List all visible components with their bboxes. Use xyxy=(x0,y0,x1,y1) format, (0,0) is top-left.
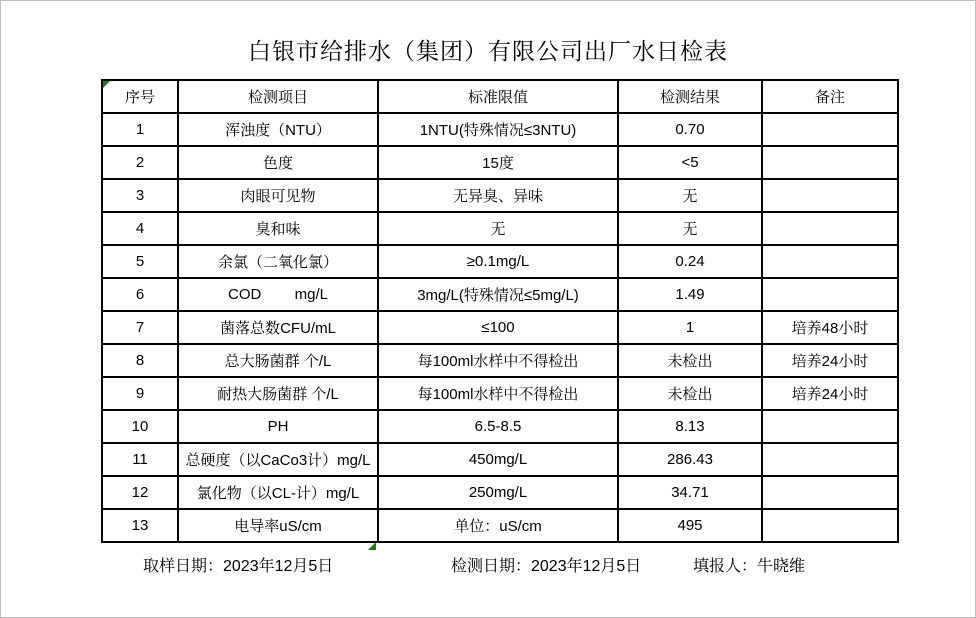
cell-result: 无 xyxy=(618,212,762,245)
cell-limit: 1NTU(特殊情况≤3NTU) xyxy=(378,113,618,146)
cell-limit: 3mg/L(特殊情况≤5mg/L) xyxy=(378,278,618,311)
cell-remark xyxy=(762,443,898,476)
cell-limit: 250mg/L xyxy=(378,476,618,509)
inspection-table-wrap xyxy=(101,79,899,543)
cell-remark xyxy=(762,410,898,443)
cell-no: 4 xyxy=(102,212,178,245)
table-row xyxy=(102,509,898,542)
cell-remark: 培养48小时 xyxy=(762,311,898,344)
header-remark: 备注 xyxy=(762,80,898,113)
header-result: 检测结果 xyxy=(618,80,762,113)
cell-no: 1 xyxy=(102,113,178,146)
cell-remark xyxy=(762,212,898,245)
cell-limit: 无异臭、异味 xyxy=(378,179,618,212)
cell-no: 13 xyxy=(102,509,178,542)
cell-limit: 6.5-8.5 xyxy=(378,410,618,443)
cell-item: PH xyxy=(178,410,378,443)
header-limit: 标准限值 xyxy=(378,80,618,113)
cell-no: 6 xyxy=(102,278,178,311)
cell-no: 8 xyxy=(102,344,178,377)
page-title: 白银市给排水（集团）有限公司出厂水日检表 xyxy=(248,38,728,64)
cell-remark: 培养24小时 xyxy=(762,344,898,377)
test-date-text: 检测日期：2023年12月5日 xyxy=(451,558,642,575)
cell-remark: 培养24小时 xyxy=(762,377,898,410)
table-row xyxy=(102,476,898,509)
excel-cell-error-triangle-icon xyxy=(103,81,110,88)
cell-no: 11 xyxy=(102,443,178,476)
footer xyxy=(101,553,901,577)
cell-result: 未检出 xyxy=(618,377,762,410)
cell-limit: 每100ml水样中不得检出 xyxy=(378,344,618,377)
header-item: 检测项目 xyxy=(178,80,378,113)
table-row xyxy=(102,377,898,410)
cell-remark xyxy=(762,245,898,278)
cell-limit: ≤100 xyxy=(378,311,618,344)
table-row xyxy=(102,410,898,443)
cell-result: 1 xyxy=(618,311,762,344)
cell-no: 3 xyxy=(102,179,178,212)
table-row xyxy=(102,278,898,311)
cell-no: 5 xyxy=(102,245,178,278)
excel-fill-triangle-icon xyxy=(368,542,376,550)
table-row xyxy=(102,311,898,344)
cell-limit: ≥0.1mg/L xyxy=(378,245,618,278)
cell-result: 0.70 xyxy=(618,113,762,146)
cell-item: COD mg/L xyxy=(178,278,378,311)
cell-limit: 15度 xyxy=(378,146,618,179)
cell-remark xyxy=(762,278,898,311)
cell-limit: 单位：uS/cm xyxy=(378,509,618,542)
table-body xyxy=(102,113,898,542)
sample-date-text: 取样日期：2023年12月5日 xyxy=(143,558,334,575)
table-row xyxy=(102,113,898,146)
cell-remark xyxy=(762,113,898,146)
cell-item: 浑浊度（NTU） xyxy=(178,113,378,146)
cell-no: 12 xyxy=(102,476,178,509)
cell-no: 9 xyxy=(102,377,178,410)
table-row xyxy=(102,344,898,377)
cell-result: 无 xyxy=(618,179,762,212)
cell-result: 286.43 xyxy=(618,443,762,476)
cell-limit: 无 xyxy=(378,212,618,245)
cell-result: 1.49 xyxy=(618,278,762,311)
cell-item: 色度 xyxy=(178,146,378,179)
table-header-row xyxy=(102,80,898,113)
table-row xyxy=(102,245,898,278)
table-row xyxy=(102,443,898,476)
cell-no: 2 xyxy=(102,146,178,179)
cell-result: 未检出 xyxy=(618,344,762,377)
cell-no: 10 xyxy=(102,410,178,443)
cell-remark xyxy=(762,509,898,542)
cell-item: 余氯（二氧化氯） xyxy=(178,245,378,278)
cell-item: 肉眼可见物 xyxy=(178,179,378,212)
cell-limit: 每100ml水样中不得检出 xyxy=(378,377,618,410)
table-row xyxy=(102,212,898,245)
cell-remark xyxy=(762,146,898,179)
cell-item: 总硬度（以CaCo3计）mg/L xyxy=(178,443,378,476)
cell-result: 34.71 xyxy=(618,476,762,509)
reporter-text: 填报人：牛晓维 xyxy=(693,558,806,575)
cell-no: 7 xyxy=(102,311,178,344)
cell-item: 耐热大肠菌群 个/L xyxy=(178,377,378,410)
cell-result: 495 xyxy=(618,509,762,542)
cell-result: <5 xyxy=(618,146,762,179)
cell-limit: 450mg/L xyxy=(378,443,618,476)
inspection-table xyxy=(101,79,899,543)
cell-item: 总大肠菌群 个/L xyxy=(178,344,378,377)
cell-item: 臭和味 xyxy=(178,212,378,245)
table-row xyxy=(102,146,898,179)
cell-item: 电导率uS/cm xyxy=(178,509,378,542)
header-no: 序号 xyxy=(102,80,178,113)
cell-item: 氯化物（以CL-计）mg/L xyxy=(178,476,378,509)
cell-item: 菌落总数CFU/mL xyxy=(178,311,378,344)
table-row xyxy=(102,179,898,212)
cell-remark xyxy=(762,476,898,509)
cell-result: 8.13 xyxy=(618,410,762,443)
cell-result: 0.24 xyxy=(618,245,762,278)
cell-remark xyxy=(762,179,898,212)
